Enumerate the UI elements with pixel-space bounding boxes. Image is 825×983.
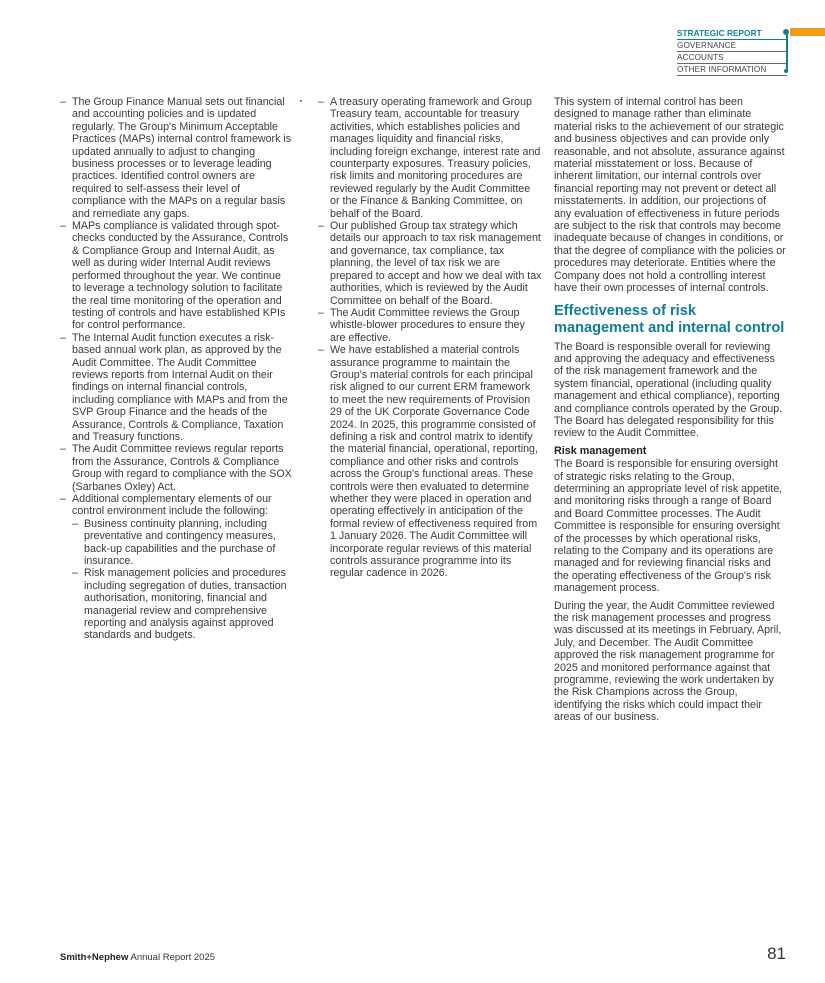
nav-governance[interactable]: GOVERNANCE: [677, 40, 787, 52]
column-2: [318, 96, 542, 580]
footer-report-title: Annual Report 2025: [130, 952, 216, 963]
list-item: – The Audit Committee reviews the Group whistle-blower procedures to ensure they are effective.: [318, 307, 542, 344]
column-1: [60, 96, 292, 642]
list-item-text: Additional complementary elements of our control environment include the following:: [72, 493, 272, 518]
page-number: 81: [767, 944, 786, 963]
control-list-1: [60, 96, 292, 642]
intro-paragraph: This system of internal control has been designed to manage rather than eliminate material risks to the achievement of our strategic and business objectives and can provide only reasonable, and not absolute, assurance against material misstatement or loss. Because of inherent limitation, our internal controls over financial reporting may not prevent or detect all misstatements. In addition, our projections of any evaluation of effectiveness in future periods are subject to the risk that controls may become inadequate because of changes in conditions, or that the degree of compliance with the policies or procedures may deteriorate. Entities where the Company does not hold a controlling interest have their own processes of internal controls.: [554, 96, 786, 295]
nav-accent-tab: [790, 28, 825, 36]
sub-list-item: – Business continuity planning, including preventative and contingency measures, back-up capabilities and the purchase of insurance.: [72, 518, 292, 568]
list-item: – The Internal Audit function executes a risk-based annual work plan, as approved by the Audit Committee. The Audit Committee reviews reports from Internal Audit on their findings on internal financial controls, including compliance with MAPs and from the SVP Group Finance and the heads of the Assurance, Controls & Compliance, Taxation and Treasury functions.: [60, 332, 292, 444]
subheading-risk-management: Risk management: [554, 444, 647, 457]
section-paragraph: The Board is responsible overall for reviewing and approving the adequacy and effectiveness of the risk management framework and the system financial, operational (including quality management and ethical compliance), reporting and compliance controls operated by the Group. The Board has delegated responsibility for this review to the Audit Committee.: [554, 340, 783, 440]
control-list-2: [318, 96, 542, 580]
nav-accounts[interactable]: ACCOUNTS: [677, 52, 787, 64]
list-item: – A treasury operating framework and Group Treasury team, accountable for treasury activities, which establishes policies and manages liquidity and financial risks, including foreign exchange, interest rate and counterparty exposures. Treasury policies, risk limits and monitoring procedures are reviewed regularly by the Audit Committee or the Finance & Banking Committee, on behalf of the Board.: [318, 96, 542, 220]
sub-list-item: – Risk management policies and procedures including segregation of duties, transaction authorisation, monitoring, financial and managerial review and comprehensive reporting and analysis against approved standards and budgets.: [72, 567, 292, 641]
list-item: – MAPs compliance is validated through spot-checks conducted by the Assurance, Controls & Compliance Group and Internal Audit, as well as during wider Internal Audit reviews performed throughout the year. We continue to leverage a technology solution to facilitate the real time monitoring of the operation and testing of controls and have established KPIs for control performance.: [60, 220, 292, 332]
section-heading: Effectiveness of risk management and internal control: [554, 302, 785, 336]
list-item: – Our published Group tax strategy which details our approach to tax risk management and governance, tax compliance, tax planning, the level of tax risk we are prepared to accept and how we deal with tax authorities, which is reviewed by the Audit Committee on behalf of the Board.: [318, 220, 542, 307]
nav-strategic-report[interactable]: STRATEGIC REPORT: [677, 28, 787, 40]
sub-list: [72, 518, 292, 642]
nav-other-information[interactable]: OTHER INFORMATION: [677, 64, 787, 76]
section-navigation: [677, 28, 787, 76]
list-item-with-sublist: [60, 493, 292, 642]
footer-brand: Smith+Nephew: [60, 952, 129, 963]
column-3: [554, 96, 786, 729]
risk-management-paragraph-2: During the year, the Audit Committee reviewed the risk management processes and progress was discussed at its meetings in February, April, July, and December. The Audit Committee approved the risk management programme for 2025 and monitored performance against that programme, reviewing the work undertaken by the Risk Champions across the Group, identifying the risks which could impact their areas of our business.: [554, 599, 782, 724]
list-item: – The Audit Committee reviews regular reports from the Assurance, Controls & Compliance Group with regard to compliance with the SOX (Sarbanes Oxley) Act.: [60, 443, 292, 493]
risk-management-paragraph-1: The Board is responsible for ensuring oversight of strategic risks relating to the Group, determining an appropriate level of risk appetite, and monitoring risks through a range of Board and Board Committee processes. The Audit Committee is responsible for ensuring oversight of the processes by which operational risks, relating to the Company and its operations are managed and for reviewing financial risks and the operating effectiveness of the Group's risk management process.: [554, 458, 783, 595]
list-item: – The Group Finance Manual sets out financial and accounting policies and is updated regularly. The Group's Minimum Acceptable Practices (MAPs) internal control framework is updated annually to adjust to changing business processes or to leverage leading practices. Identified control owners are required to self-assess their level of compliance with the MAPs on a regular basis and remediate any gaps.: [60, 96, 292, 220]
footer: [60, 952, 215, 963]
list-item: – We have established a material controls assurance programme to maintain the Group's material controls for each principal risk aligned to our current ERM framework to meet the new requirements of Provision 29 of the UK Corporate Governance Code 2024. In 2025, this programme consisted of defining a risk and control matrix to identify the material financial, operational, reporting, compliance and other risks and controls across the Group's functional areas. These controls were then evaluated to determine whether they were placed in operation and operating effectively in anticipation of the formal review of effectiveness required from 1 January 2026. The Audit Committee will incorporate regular reviews of this material controls assurance programme into its regular cadence in 2026.: [318, 344, 542, 580]
decorative-dot: [300, 100, 302, 102]
